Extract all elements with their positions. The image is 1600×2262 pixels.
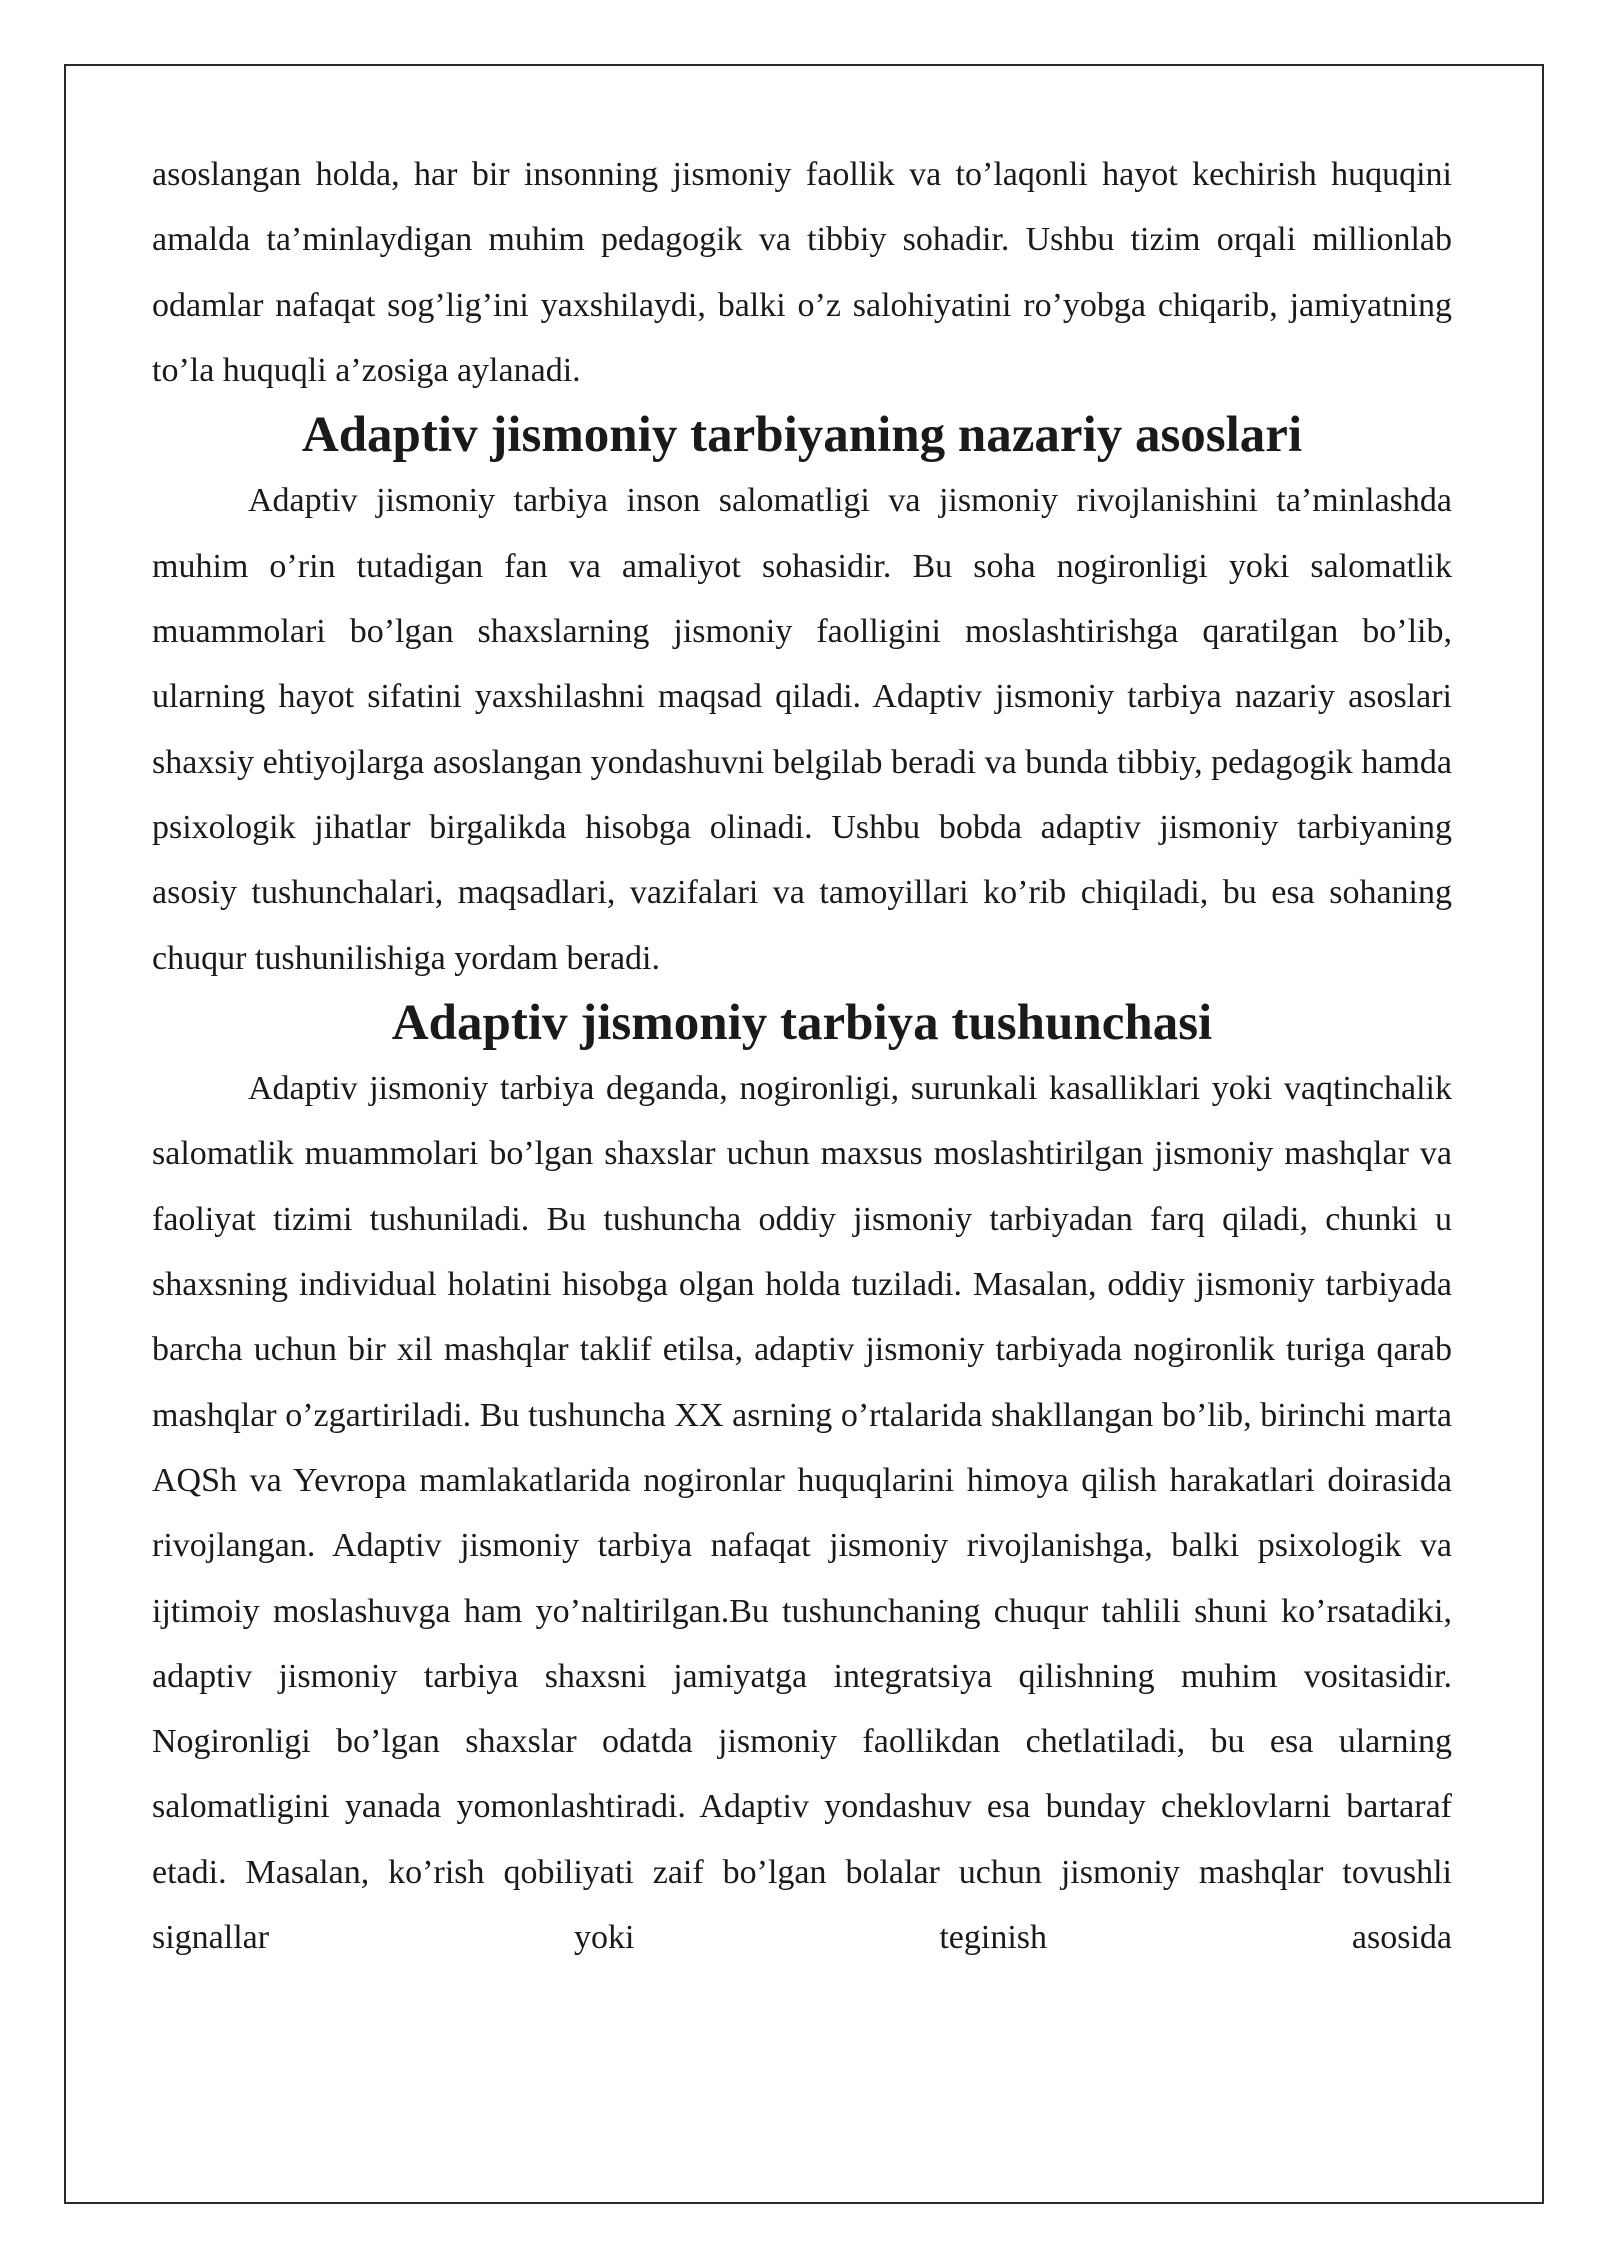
body-paragraph: Adaptiv jismoniy tarbiya inson salomatligi va jismoniy rivojlanishini ta’minlashda muhim o’rin tutadigan fan va amaliyot sohasidir. Bu soha nogironligi yoki salomatlik muammolari bo’lgan shaxslarning jismoniy faolligini moslashtirishga qaratilgan bo’lib, ularning hayot sifatini yaxshilashni maqsad qiladi. Adaptiv jismoniy tarbiya nazariy asoslari shaxsiy ehtiyojlarga asoslangan yondashuvni belgilab beradi va bunda tibbiy, pedagogik hamda psixologik jihatlar birgalikda hisobga olinadi. Ushbu bobda adaptiv jismoniy tarbiyaning asosiy tushunchalari, maqsadlari, vazifalari va tamoyillari ko’rib chiqiladi, bu esa sohaning chuqur tushunilishiga yordam beradi. [152,482,1452,977]
document-body [152,142,1452,1970]
body-paragraph-continues: Adaptiv jismoniy tarbiya deganda, nogironligi, surunkali kasalliklari yoki vaqtinchalik salomatlik muammolari bo’lgan shaxslar uchun maxsus moslashtirilgan jismoniy mashqlar va faoliyat tizimi tushuniladi. Bu tushuncha oddiy jismoniy tarbiyadan farq qiladi, chunki u shaxsning individual holatini hisobga olgan holda tuziladi. Masalan, oddiy jismoniy tarbiyada barcha uchun bir xil mashqlar taklif etilsa, adaptiv jismoniy tarbiyada nogironlik turiga qarab mashqlar o’zgartiriladi. Bu tushuncha XX asrning o’rtalarida shakllangan bo’lib, birinchi marta AQSh va Yevropa mamlakatlarida nogironlar huquqlarini himoya qilish harakatlari doirasida rivojlangan. Adaptiv jismoniy tarbiya nafaqat jismoniy rivojlanishga, balki psixologik va ijtimoiy moslashuvga ham yo’naltirilgan.Bu tushunchaning chuqur tahlili shuni ko’rsatadiki, adaptiv jismoniy tarbiya shaxsni jamiyatga integratsiya qilishning muhim vositasidir. Nogironligi bo’lgan shaxslar odatda jismoniy faollikdan chetlatiladi, bu esa ularning salomatligini yanada yomonlashtiradi. Adaptiv yondashuv esa bunday cheklovlarni bartaraf etadi. Masalan, ko’rish qobiliyati zaif bo’lgan bolalar uchun jismoniy mashqlar tovushli signallar yoki teginish asosida [152,1070,1452,1957]
body-paragraph-continued: asoslangan holda, har bir insonning jismoniy faollik va to’laqonli hayot kechirish huquqini amalda ta’minlaydigan muhim pedagogik va tibbiy sohadir. Ushbu tizim orqali millionlab odamlar nafaqat sog’lig’ini yaxshilaydi, balki o’z salohiyatini ro’yobga chiqarib, jamiyatning to’la huquqli a’zosiga aylanadi. [152,156,1452,389]
section-heading: Adaptiv jismoniy tarbiyaning nazariy asoslari [301,407,1303,464]
subsection-heading: Adaptiv jismoniy tarbiya tushunchasi [391,994,1213,1051]
